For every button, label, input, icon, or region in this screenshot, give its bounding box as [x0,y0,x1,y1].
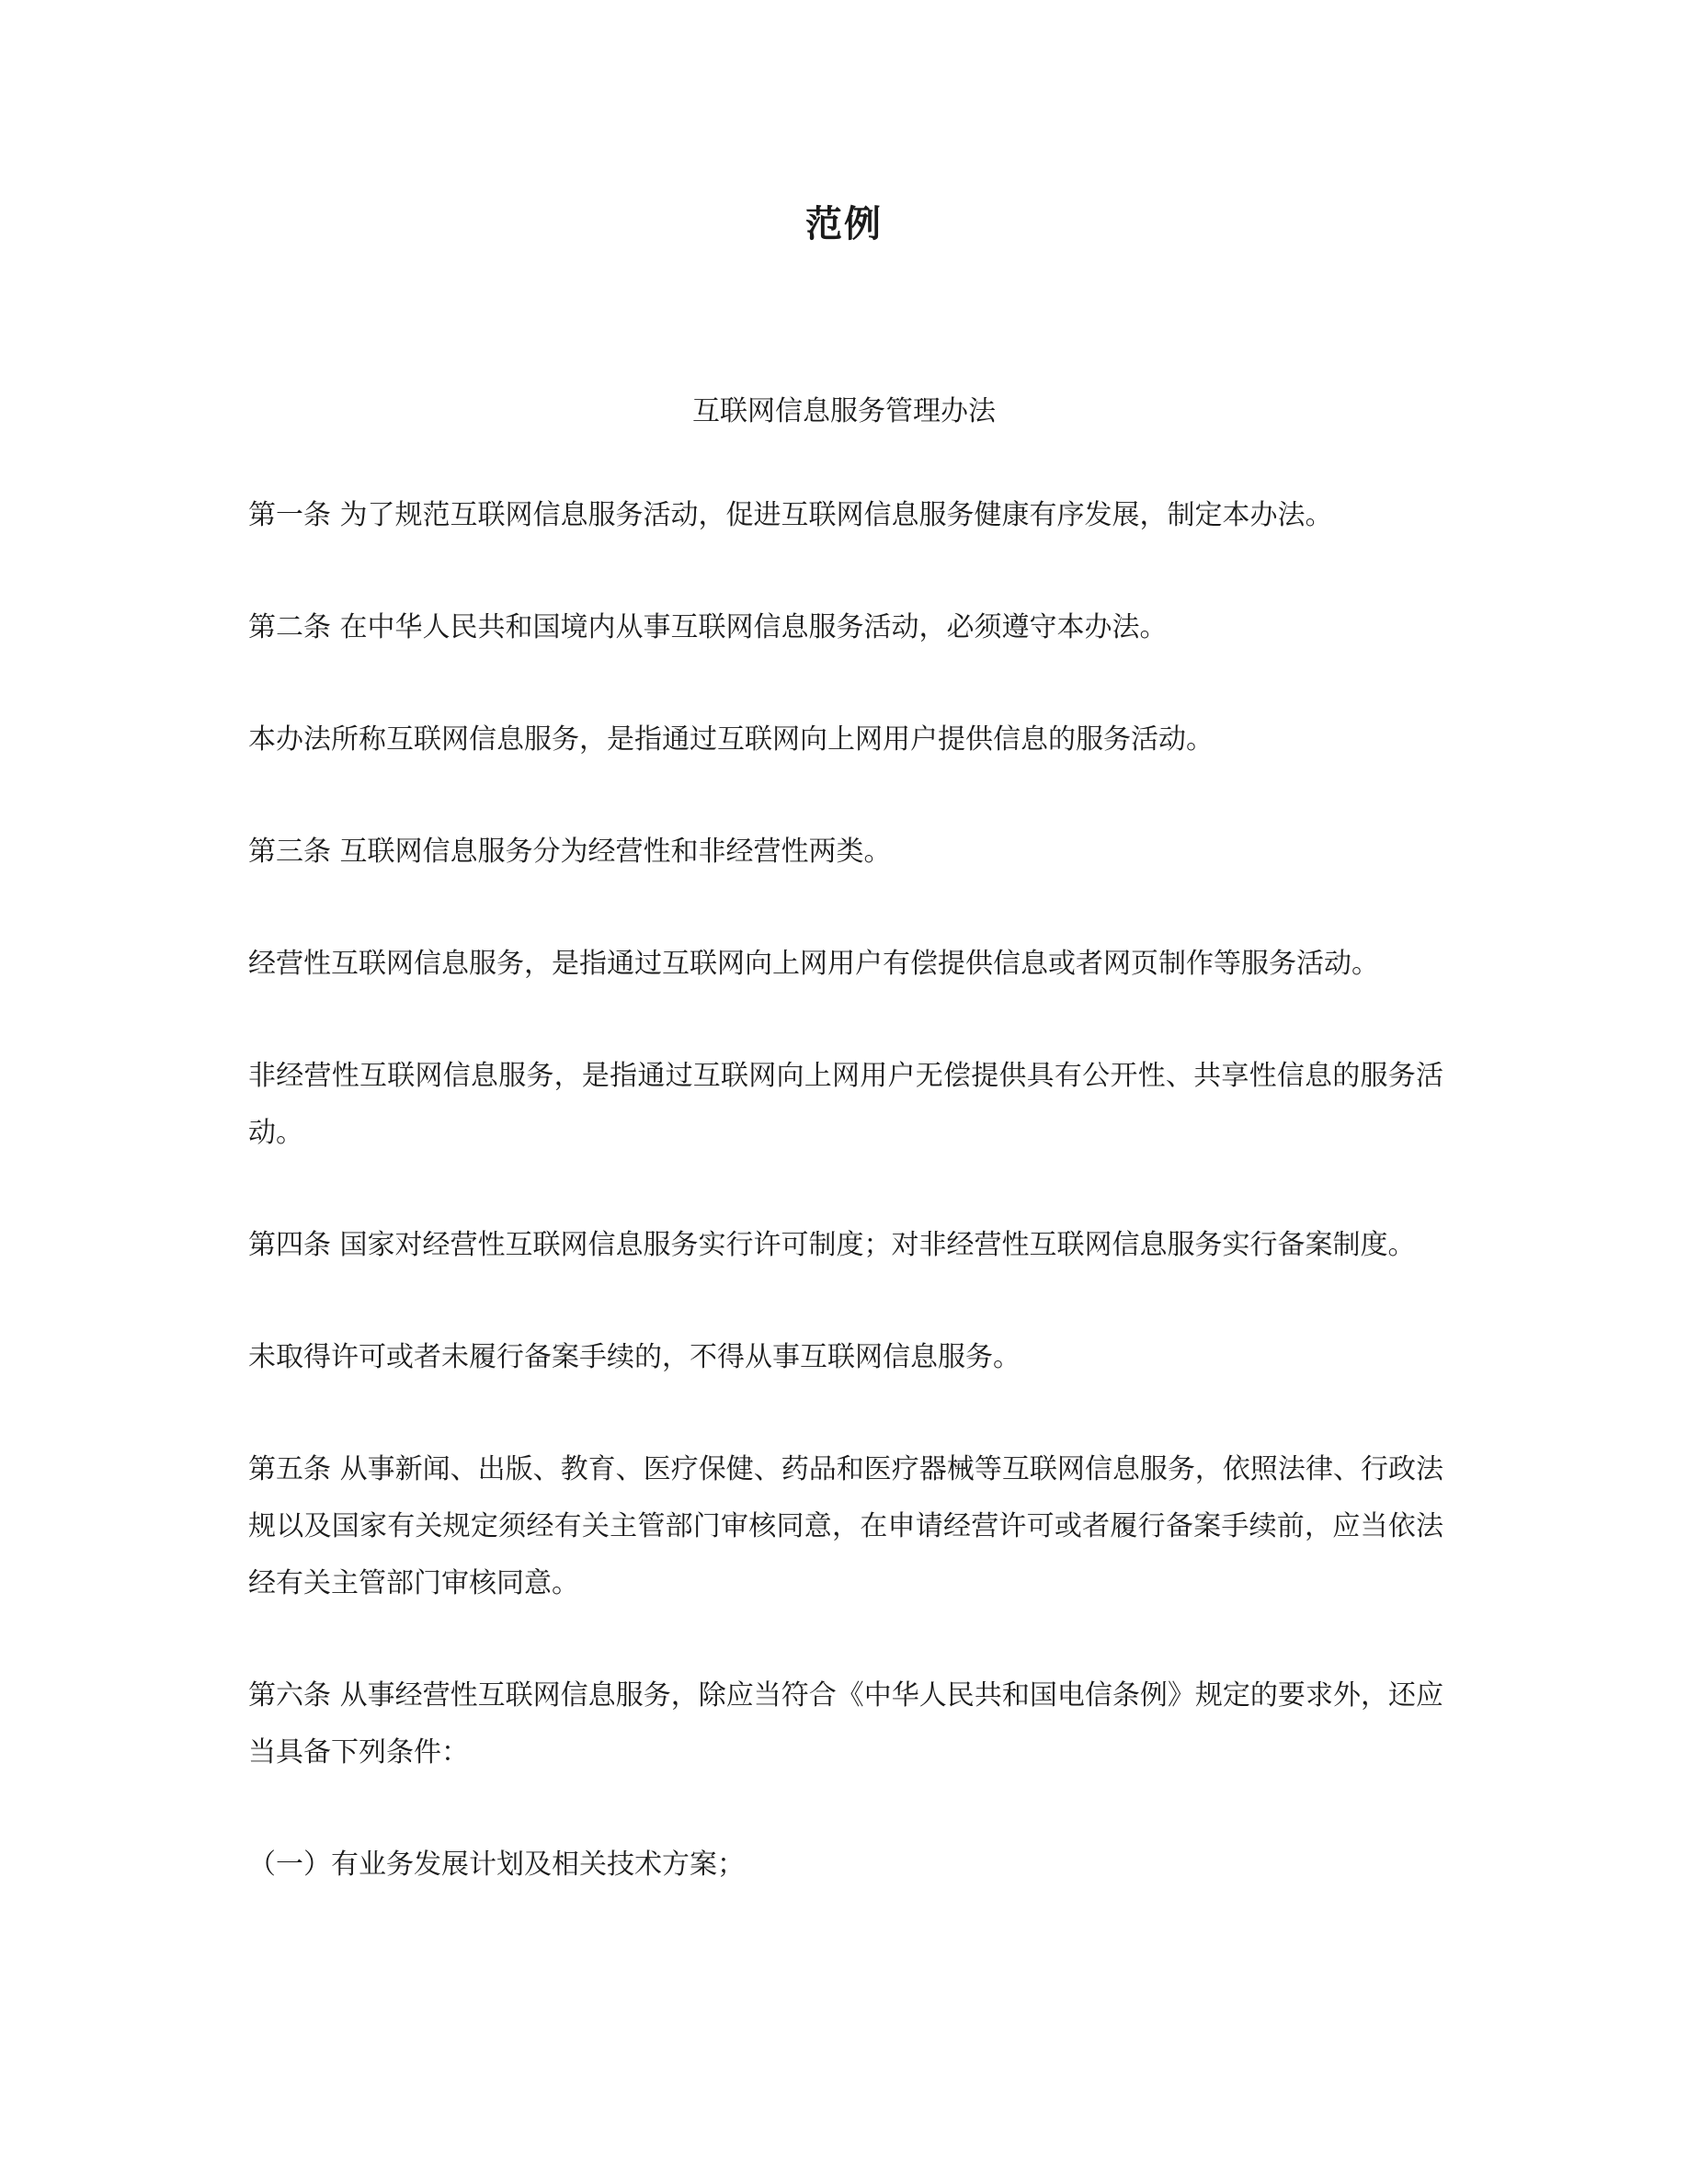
document-subtitle: 互联网信息服务管理办法 [692,395,996,427]
paragraph-article-3: 第三条 互联网信息服务分为经营性和非经营性两类。 [248,836,892,868]
paragraph-article-2: 第二条 在中华人民共和国境内从事互联网信息服务活动，必须遵守本办法。 [248,611,1168,643]
paragraph-article-5: 第五条 从事新闻、出版、教育、医疗保健、药品和医疗器械等互联网信息服务，依照法律、行政法规以及国家有关规定须经有关主管部门审核同意，在申请经营许可或者履行备案手续前，应当依法经有关主管部门审核同意。 [248,1453,1443,1599]
paragraph-noncommercial: 非经营性互联网信息服务，是指通过互联网向上网用户无偿提供具有公开性、共享性信息的服务活动。 [248,1060,1443,1149]
paragraph-definition: 本办法所称互联网信息服务，是指通过互联网向上网用户提供信息的服务活动。 [248,723,1214,756]
paragraph-condition-1: （一）有业务发展计划及相关技术方案； [248,1848,745,1881]
paragraph-article-6: 第六条 从事经营性互联网信息服务，除应当符合《中华人民共和国电信条例》规定的要求外，还应当具备下列条件： [248,1679,1443,1769]
paragraph-unlicensed: 未取得许可或者未履行备案手续的，不得从事互联网信息服务。 [248,1341,1021,1373]
paragraph-commercial: 经营性互联网信息服务，是指通过互联网向上网用户有偿提供信息或者网页制作等服务活动。 [248,948,1379,980]
paragraph-article-1: 第一条 为了规范互联网信息服务活动，促进互联网信息服务健康有序发展，制定本办法。 [248,499,1333,531]
paragraph-article-4: 第四条 国家对经营性互联网信息服务实行许可制度；对非经营性互联网信息服务实行备案制度。 [248,1229,1416,1261]
page-title: 范例 [805,203,883,245]
document-body [248,487,1443,1949]
